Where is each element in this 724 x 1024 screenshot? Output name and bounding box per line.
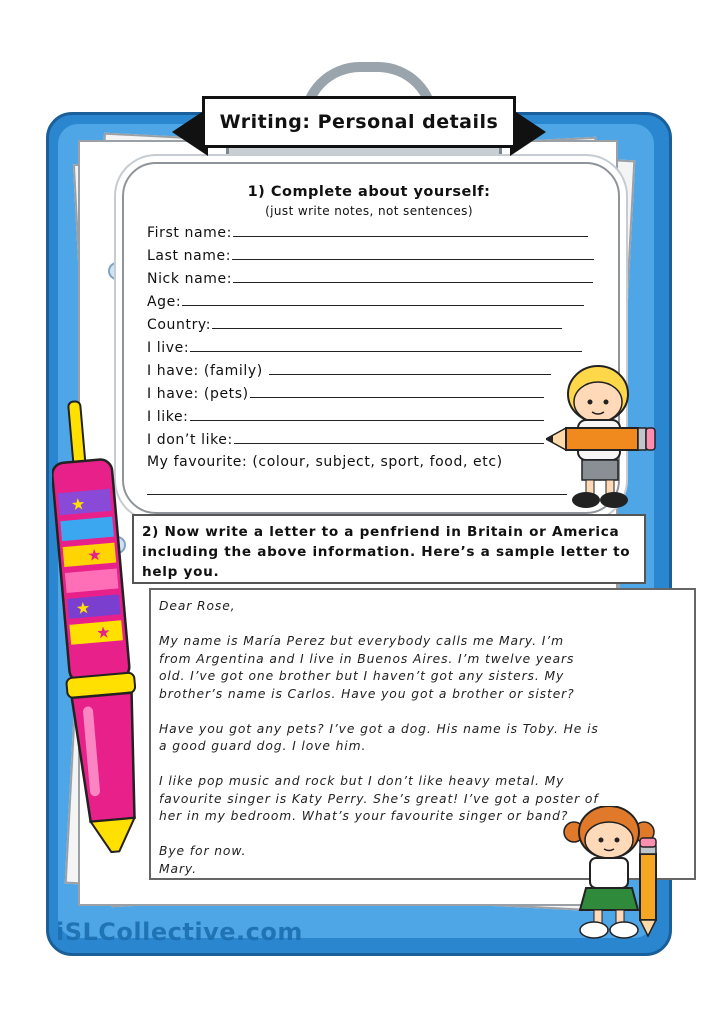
svg-text:★: ★ xyxy=(70,494,87,515)
field-label: I have: (pets) xyxy=(147,386,249,402)
watermark: iSLCollective.com xyxy=(56,918,303,946)
girl-with-pencil-illustration xyxy=(560,806,672,942)
write-in-line[interactable] xyxy=(232,247,594,260)
field-pets xyxy=(147,385,544,402)
pen-illustration xyxy=(52,400,152,860)
section1-heading: 1) Complete about yourself: xyxy=(247,184,491,200)
field-first-name xyxy=(147,224,588,241)
boy-with-pencil-illustration xyxy=(546,364,656,514)
field-label: I like: xyxy=(147,409,189,425)
pencil-icon xyxy=(546,428,655,450)
letter-paragraph: My name is María Perez but everybody calls me Mary. I’m from Argentina and I live in Buenos Aires. I’m twelve years old. I’ve got one brother but I haven’t got any sisters. My brother’s name is Carlos. Have you got a brother or sister? xyxy=(159,634,575,701)
letter-paragraph: I like pop music and rock but I don’t like heavy metal. My favourite singer is Katy Perry. She’s great! I’ve got a poster of her in my bedroom. What’s your favourite singer or band? xyxy=(159,774,599,823)
field-family xyxy=(147,362,551,379)
letter-paragraph: Have you got any pets? I’ve got a dog. His name is Toby. He is a good guard dog. I love him. xyxy=(159,721,599,753)
field-country xyxy=(147,316,562,333)
write-in-line[interactable] xyxy=(269,362,551,375)
field-label: Country: xyxy=(147,317,212,333)
write-in-line[interactable] xyxy=(147,494,567,495)
field-label: First name: xyxy=(147,225,232,241)
letter-closing: Bye for now. xyxy=(159,844,247,858)
write-in-line[interactable] xyxy=(233,270,593,283)
field-label: Last name: xyxy=(147,248,232,264)
field-nick-name xyxy=(147,270,593,287)
letter-greeting: Dear Rose, xyxy=(159,599,236,613)
field-age xyxy=(147,293,584,310)
pencil-icon xyxy=(640,838,656,936)
field-label: I don’t like: xyxy=(147,432,233,448)
write-in-line[interactable] xyxy=(190,408,544,421)
write-in-line[interactable] xyxy=(234,431,544,444)
field-last-name xyxy=(147,247,594,264)
field-label: Age: xyxy=(147,294,182,310)
field-label: My favourite: (colour, subject, sport, food, etc) xyxy=(147,454,503,470)
svg-text:★: ★ xyxy=(75,597,92,619)
write-in-line[interactable] xyxy=(212,316,562,329)
page-title: Writing: Personal details xyxy=(202,96,516,148)
write-in-line[interactable] xyxy=(250,385,544,398)
svg-text:★: ★ xyxy=(95,622,112,643)
write-in-line[interactable] xyxy=(190,339,582,352)
write-in-line[interactable] xyxy=(233,224,588,237)
field-like xyxy=(147,408,544,425)
letter-signature: Mary. xyxy=(159,861,197,876)
field-label: I have: (family) xyxy=(147,363,263,379)
section2-instructions-box xyxy=(132,514,646,584)
field-favourite xyxy=(147,454,503,470)
section2-instructions: 2) Now write a letter to a penfriend in Britain or America including the above information. Here’s a sample letter to help you. xyxy=(142,524,631,580)
field-i-live xyxy=(147,339,582,356)
section1-subheading: (just write notes, not sentences) xyxy=(265,204,473,218)
svg-text:★: ★ xyxy=(86,544,103,565)
field-label: Nick name: xyxy=(147,271,233,287)
write-in-line[interactable] xyxy=(182,293,584,306)
field-dont-like xyxy=(147,431,544,448)
field-label: I live: xyxy=(147,340,190,356)
